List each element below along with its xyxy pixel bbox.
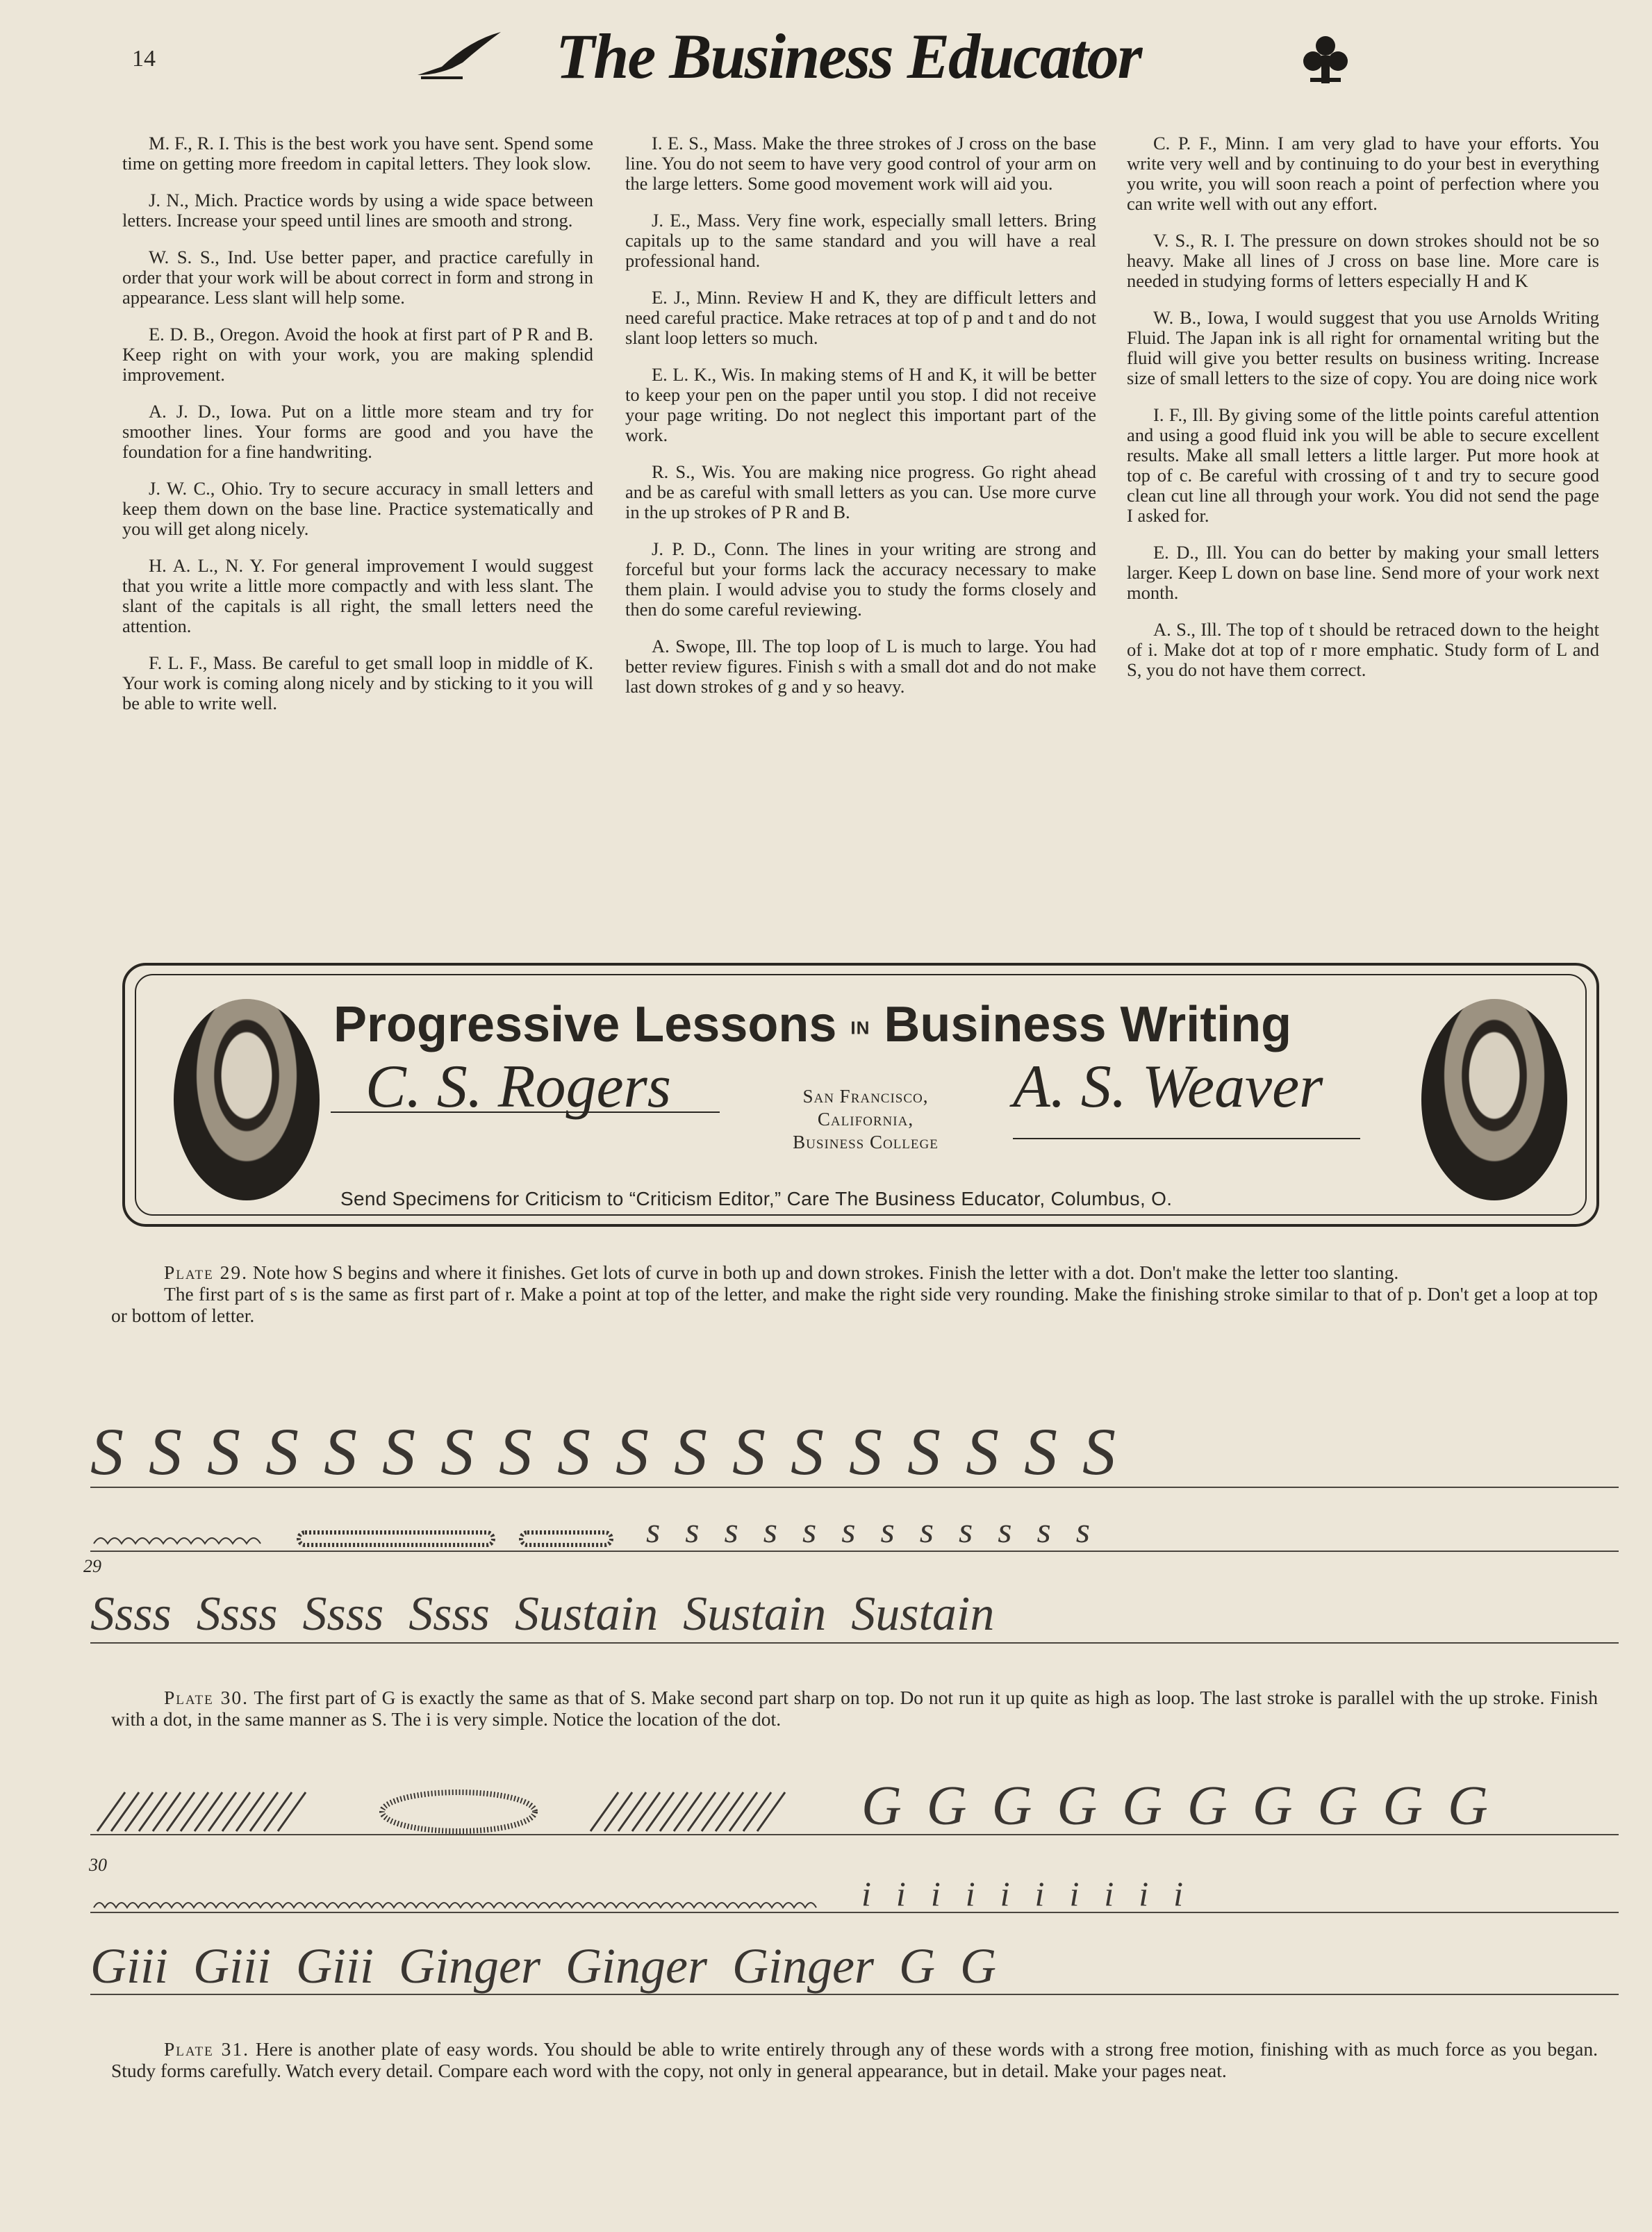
script-letter: i: [861, 1876, 871, 1913]
criticism-entry: H. A. L., N. Y. For general improvement I would suggest that you write a little more compactly and with less slant. The slant of the capitals is all right, the small letters need the attention.: [122, 555, 593, 636]
script-letter: S: [1024, 1417, 1057, 1488]
script-letter: S: [382, 1417, 415, 1488]
script-letter: S: [966, 1417, 999, 1488]
row-label-29: 29: [83, 1556, 101, 1576]
script-letter: S: [149, 1417, 182, 1488]
portrait-weaver: [1421, 999, 1567, 1200]
plate-30-text-1: The first part of G is exactly the same as that of S. Make second part sharp on top. Do not run it up quite as high as loop. The last stroke is parallel with the up stroke. Finish with a dot, in the same manner as S. The i is very simple. Notice the location of the dot.: [111, 1687, 1598, 1730]
criticism-entry: J. P. D., Conn. The lines in your writing are strong and forceful but your forms lack the accuracy necessary to make them plain. I would advise you to study the forms closely and then do some careful reviewing.: [625, 538, 1096, 620]
script-word: Sustain: [851, 1587, 995, 1641]
plate-30-small-row: [90, 1876, 1619, 1913]
movement-drill-icon: [90, 1785, 841, 1834]
criticism-entry: A. J. D., Iowa. Put on a little more steam and try for smoother lines. Your forms are good and you have the foundation for a fine handwriting.: [122, 401, 593, 462]
script-letter: S: [1082, 1417, 1116, 1488]
script-letter: G: [1252, 1778, 1293, 1835]
script-word: Giii: [296, 1938, 374, 1994]
script-letter: s: [880, 1512, 895, 1551]
criticism-entry: R. S., Wis. You are making nice progress. Go right ahead and be as careful with small letters as you can. Use more curve in the up strokes of P R and B.: [625, 461, 1096, 522]
plate-30-paragraph-1: [111, 1687, 1598, 1730]
script-word: Ssss: [408, 1587, 490, 1641]
script-letter: S: [616, 1417, 649, 1488]
plate-31-label: Plate 31.: [164, 2038, 249, 2060]
signature-weaver: A. S. Weaver: [1013, 1053, 1323, 1121]
plate-30-label: Plate 30.: [164, 1687, 249, 1708]
script-letter: i: [895, 1876, 906, 1913]
quill-icon: [414, 26, 504, 82]
criticism-entry: E. D. B., Oregon. Avoid the hook at first part of P R and B. Keep right on with your work, you are making splendid improvement.: [122, 324, 593, 385]
script-word: Ssss: [196, 1587, 278, 1641]
banner-title: [333, 996, 1417, 1053]
plate-30-instructions: [111, 1687, 1598, 1730]
college-name: [761, 1085, 970, 1154]
plate-31-instructions: [111, 2038, 1598, 2081]
criticism-entry: C. P. F., Minn. I am very glad to have your efforts. You write very well and by continuing to do your best in everything you write, you will soon reach a point of perfection where you can write well with out any effort.: [1127, 133, 1599, 214]
script-letter: G: [861, 1778, 902, 1835]
plate-30-capital-row: [90, 1778, 1619, 1835]
plate-31-text-1: Here is another plate of easy words. You should be able to write entirely through any of these words with a strong free motion, finishing with as much force as you began. Study forms carefully. Watch every detail. Compare each word with the copy, not only in general appearance, but in detail. Make your pages neat.: [111, 2038, 1599, 2081]
page-number: 14: [132, 46, 156, 72]
script-letter: G: [1317, 1778, 1358, 1835]
criticism-entry: E. J., Minn. Review H and K, they are difficult letters and need careful practice. Make retraces at top of p and t and do not slant loop letters so much.: [625, 287, 1096, 348]
script-letter: S: [499, 1417, 532, 1488]
banner-footer: Send Specimens for Criticism to “Criticism Editor,” Care The Business Educator, Columbus, O.: [340, 1188, 1173, 1209]
criticism-column-2: [625, 133, 1096, 713]
script-letter: s: [763, 1512, 777, 1551]
script-letter: i: [1000, 1876, 1010, 1913]
portrait-rogers: [174, 999, 320, 1200]
script-letter: s: [1075, 1512, 1090, 1551]
plate-31-paragraph-1: [111, 2038, 1598, 2081]
criticism-entry: W. B., Iowa, I would suggest that you use Arnolds Writing Fluid. The Japan ink is all right for ornamental writing but the fluid will give you better results on business writing. Increase size of small letters to the size of copy. You are doing nice work: [1127, 307, 1599, 388]
criticism-entry: F. L. F., Mass. Be careful to get small loop in middle of K. Your work is coming along nicely and by sticking to it you will be able to write well.: [122, 652, 593, 713]
criticism-column-3: [1127, 133, 1599, 697]
script-letter: i: [1139, 1876, 1149, 1913]
script-letter: S: [732, 1417, 766, 1488]
fleur-ornament-icon: [1298, 31, 1353, 86]
plate-29-paragraph-1: [111, 1262, 1598, 1283]
script-word: Sustain: [683, 1587, 827, 1641]
script-word: Sustain: [514, 1587, 659, 1641]
plate-29-word-row: [90, 1587, 1619, 1644]
criticism-entry: W. S. S., Ind. Use better paper, and practice carefully in order that your work will be about correct in form and strong in appearance. Less slant will help some.: [122, 247, 593, 308]
script-letter: s: [998, 1512, 1012, 1551]
script-word: Ginger: [732, 1938, 874, 1994]
script-letter: S: [907, 1417, 941, 1488]
script-letter: G: [991, 1778, 1032, 1835]
lesson-banner: [122, 963, 1599, 1227]
script-letter: S: [324, 1417, 357, 1488]
criticism-entry: I. E. S., Mass. Make the three strokes of J cross on the base line. You do not seem to have very good control of your arm on the large letters. Some good movement work will aid you.: [625, 133, 1096, 194]
script-word: Ginger: [399, 1938, 541, 1994]
plate-29-label: Plate 29.: [164, 1262, 248, 1283]
criticism-entry: A. Swope, Ill. The top loop of L is much to large. You had better review figures. Finish s with a small dot and do not make last down strokes of g and y so heavy.: [625, 636, 1096, 697]
criticism-entry: E. D., Ill. You can do better by making your small letters larger. Keep L down on base line. Send more of your work next month.: [1127, 542, 1599, 603]
script-word: Ginger: [565, 1938, 708, 1994]
script-letter: S: [207, 1417, 240, 1488]
script-letter: G: [1382, 1778, 1423, 1835]
script-letter: i: [965, 1876, 975, 1913]
plate-30-word-row: [90, 1938, 1619, 1995]
plate-29-small-row: [90, 1512, 1619, 1552]
criticism-entry: J. W. C., Ohio. Try to secure accuracy in small letters and keep them down on the base line. Practice systematically and you will get along nicely.: [122, 478, 593, 539]
script-letter: s: [802, 1512, 817, 1551]
criticism-entry: M. F., R. I. This is the best work you have sent. Spend some time on getting more freedom in capital letters. They look slow.: [122, 133, 593, 174]
script-letter: S: [849, 1417, 882, 1488]
banner-inner-border: [135, 974, 1587, 1216]
script-letter: i: [1069, 1876, 1080, 1913]
script-letter: G: [1057, 1778, 1098, 1835]
row-label-30: 30: [89, 1855, 107, 1875]
signature-rogers: C. S. Rogers: [365, 1053, 671, 1121]
script-letter: s: [919, 1512, 934, 1551]
criticism-entry: J. E., Mass. Very fine work, especially small letters. Bring capitals up to the same standard and you will have a real professional hand.: [625, 210, 1096, 271]
college-line: California,: [817, 1109, 914, 1130]
script-letter: s: [685, 1512, 700, 1551]
script-word: Giii: [193, 1938, 272, 1994]
script-letter: s: [841, 1512, 856, 1551]
movement-drill-icon: [90, 1523, 618, 1551]
criticism-entry: E. L. K., Wis. In making stems of H and K, it will be better to keep your pen on the paper until you stop. I did not receive your page writing. Do not neglect this important part of the work.: [625, 364, 1096, 445]
banner-title-part2: Business Writing: [884, 997, 1292, 1052]
script-letter: S: [791, 1417, 824, 1488]
script-word: Ssss: [302, 1587, 384, 1641]
signature-rule-right: [1013, 1138, 1360, 1139]
script-letter: G: [1122, 1778, 1162, 1835]
script-word: Giii: [90, 1938, 169, 1994]
script-letter: S: [674, 1417, 707, 1488]
script-letter: i: [1104, 1876, 1114, 1913]
script-letter: i: [1034, 1876, 1045, 1913]
script-letter: s: [646, 1512, 661, 1551]
movement-drill-icon: [90, 1891, 841, 1912]
script-letter: S: [265, 1417, 299, 1488]
script-letter: s: [959, 1512, 973, 1551]
script-letter: i: [930, 1876, 941, 1913]
script-word: Ssss: [90, 1587, 172, 1641]
college-line: San Francisco,: [802, 1086, 929, 1107]
script-letter: i: [1173, 1876, 1184, 1913]
plate-29-text-1: Note how S begins and where it finishes. Get lots of curve in both up and down strokes. Finish the letter with a dot. Don't make the letter too slanting.: [252, 1262, 1399, 1283]
criticism-entry: I. F., Ill. By giving some of the little points careful attention and using a good fluid ink you will be able to secure excellent results. Make all small letters a little larger. Put more hook at top of c. Be careful with crossing of t and try to secure good clean cut line all through your work. You did not send the page I asked for.: [1127, 404, 1599, 526]
plate-29-instructions: [111, 1262, 1598, 1326]
script-letter: S: [440, 1417, 474, 1488]
script-letter: G: [1448, 1778, 1488, 1835]
script-word: G: [960, 1938, 996, 1994]
criticism-entry: A. S., Ill. The top of t should be retraced down to the height of i. Make dot at top of r more emphatic. Study form of L and S, you do not have them correct.: [1127, 619, 1599, 680]
script-letter: S: [557, 1417, 590, 1488]
script-letter: s: [1036, 1512, 1051, 1551]
plate-29-capital-row: [90, 1417, 1619, 1488]
script-word: G: [899, 1938, 935, 1994]
college-line: Business College: [793, 1132, 939, 1152]
plate-29-paragraph-2: The first part of s is the same as first part of r. Make a point at top of the letter, and make the right side very rounding. Make the finishing stroke similar to that of p. Don't get a loop at top or bottom of letter.: [111, 1283, 1598, 1326]
script-letter: S: [90, 1417, 124, 1488]
script-letter: G: [1187, 1778, 1228, 1835]
banner-title-in: IN: [850, 1017, 870, 1039]
script-letter: G: [926, 1778, 967, 1835]
script-letter: s: [724, 1512, 738, 1551]
criticism-column-1: [122, 133, 593, 730]
criticism-entry: J. N., Mich. Practice words by using a wide space between letters. Increase your speed until lines are smooth and strong.: [122, 190, 593, 231]
banner-title-part1: Progressive Lessons: [333, 997, 837, 1052]
criticism-entry: V. S., R. I. The pressure on down strokes should not be so heavy. Make all lines of J cross on base line. More care is needed in studying forms of letters especially H and K: [1127, 230, 1599, 291]
masthead-title: The Business Educator: [556, 21, 1141, 92]
